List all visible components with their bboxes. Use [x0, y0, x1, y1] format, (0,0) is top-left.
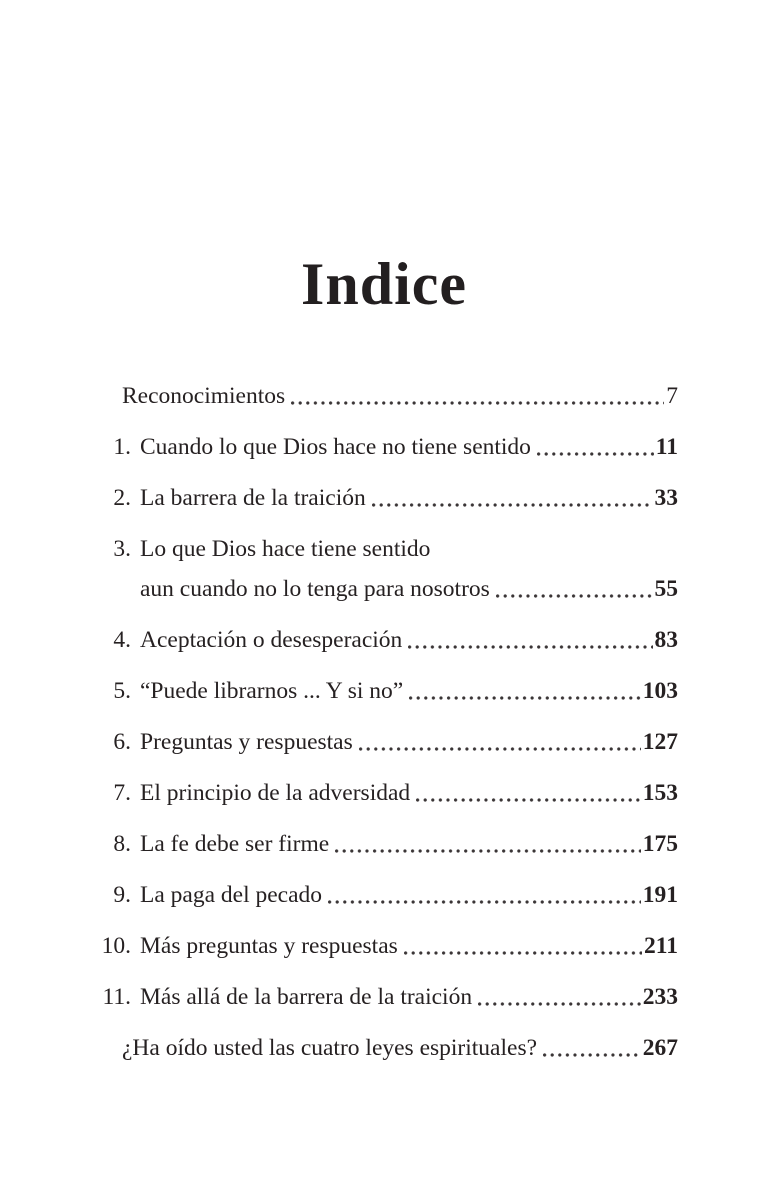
chapter-number: 5.	[113, 678, 131, 704]
page-number: 7	[666, 383, 678, 409]
entry-title: Aceptación o desesperación	[140, 627, 403, 653]
toc-entry	[83, 1034, 678, 1062]
toc-entry	[83, 484, 678, 512]
toc-entry	[83, 382, 678, 410]
table-of-contents	[83, 382, 678, 1062]
entry-title: Más allá de la barrera de la traición	[140, 984, 473, 1010]
toc-entry	[83, 779, 678, 807]
page-number: 153	[642, 780, 678, 806]
dot-leader	[409, 695, 641, 701]
entry-title: Reconocimientos	[122, 383, 286, 409]
chapter-number: 11.	[102, 984, 131, 1010]
dot-leader	[335, 848, 641, 854]
entry-title: ¿Ha oído usted las cuatro leyes espirituales?	[122, 1035, 538, 1061]
page-number: 191	[642, 882, 678, 908]
page-number: 83	[654, 627, 678, 653]
chapter-number: 3.	[113, 536, 131, 562]
toc-entry	[83, 830, 678, 858]
page-number: 211	[644, 933, 678, 959]
entry-title: El principio de la adversidad	[140, 780, 411, 806]
chapter-number: 6.	[113, 729, 131, 755]
toc-entry	[83, 881, 678, 909]
entry-title: La paga del pecado	[140, 882, 323, 908]
chapter-number: 1.	[113, 434, 131, 460]
chapter-number: 9.	[113, 882, 131, 908]
entry-title: La barrera de la traición	[140, 485, 366, 511]
toc-entry	[83, 932, 678, 960]
page-number: 233	[642, 984, 678, 1010]
dot-leader	[404, 950, 642, 956]
entry-title: Cuando lo que Dios hace no tiene sentido	[140, 434, 531, 460]
entry-title: “Puede librarnos ... Y si no”	[140, 678, 404, 704]
entry-title: Más preguntas y respuestas	[140, 933, 398, 959]
toc-entry	[83, 433, 678, 461]
entry-title: Preguntas y respuestas	[140, 729, 353, 755]
chapter-number: 7.	[113, 780, 131, 806]
page-title: Indice	[300, 251, 468, 317]
toc-entry	[83, 728, 678, 756]
dot-leader	[416, 797, 641, 803]
toc-entry-continuation	[83, 575, 678, 603]
dot-leader	[543, 1052, 641, 1058]
dot-leader	[496, 593, 653, 599]
toc-entry	[83, 535, 678, 563]
dot-leader	[478, 1001, 641, 1007]
toc-entry	[83, 626, 678, 654]
entry-title: Lo que Dios hace tiene sentido	[140, 536, 431, 562]
entry-title-line2: aun cuando no lo tenga para nosotros	[140, 576, 490, 602]
toc-entry	[83, 677, 678, 705]
dot-leader	[359, 746, 641, 752]
dot-leader	[291, 400, 664, 406]
entry-title: La fe debe ser firme	[140, 831, 330, 857]
page-number: 11	[655, 434, 678, 460]
chapter-number: 10.	[101, 933, 131, 959]
page-number: 175	[642, 831, 678, 857]
chapter-number: 8.	[113, 831, 131, 857]
chapter-number: 4.	[113, 627, 131, 653]
page-number: 267	[642, 1035, 678, 1061]
dot-leader	[408, 644, 652, 650]
toc-entry	[83, 983, 678, 1011]
page-number: 55	[654, 576, 678, 602]
chapter-number: 2.	[113, 485, 131, 511]
page-number: 127	[642, 729, 678, 755]
page-number: 33	[654, 485, 678, 511]
dot-leader	[372, 502, 653, 508]
dot-leader	[328, 899, 641, 905]
dot-leader	[537, 451, 654, 457]
page-number: 103	[642, 678, 678, 704]
